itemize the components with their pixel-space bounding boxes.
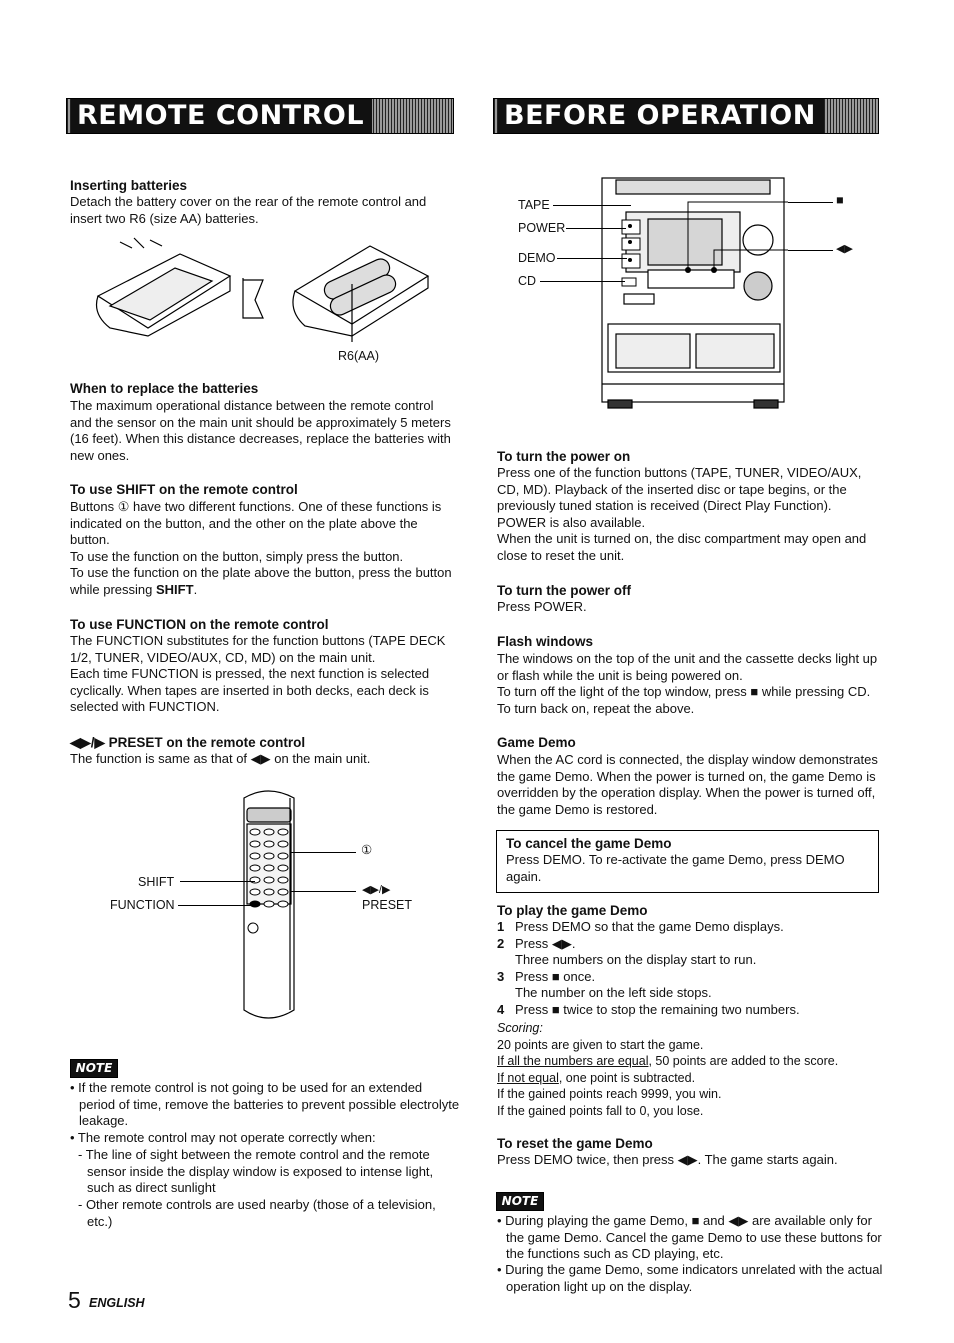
preset-label: PRESET bbox=[362, 898, 413, 912]
language-label: ENGLISH bbox=[89, 1296, 145, 1310]
scoring-line-4: If the gained points reach 9999, you win. bbox=[497, 1087, 722, 1102]
replace-batteries-body: The maximum operational distance between the remote control and the sensor on the main unit should be approximately 5 meters (16 feet). When this distance decreases, replace the batteries with new ones. bbox=[70, 398, 451, 463]
shift-p3: To use the function on the plate above the button, press the button while pressing SHIFT. bbox=[70, 565, 452, 597]
left-note-b1: • If the remote control is not going to be used for an extended period of time, remove the batteries to prevent possible electrolyte leakage. bbox=[70, 1080, 460, 1129]
step-4: 4 Press ■ twice to stop the remaining two numbers. bbox=[497, 1001, 800, 1017]
step-2-note: Three numbers on the display start to run. bbox=[515, 952, 757, 968]
step-3-note: The number on the left side stops. bbox=[515, 985, 712, 1001]
scoring-label: Scoring: bbox=[497, 1021, 543, 1035]
game-demo-body: When the AC cord is connected, the display window demonstrates the game Demo. When the power is turned on, the game Demo is overridden by the operation display. When the power is turned off, the game Demo is restored. bbox=[497, 752, 878, 817]
tape-label: TAPE bbox=[518, 198, 550, 212]
flash-body bbox=[497, 651, 880, 717]
circle1-leader bbox=[290, 852, 356, 853]
shift-p2: To use the function on the button, simply press the button. bbox=[70, 548, 404, 564]
scoring-line-1: 20 points are given to start the game. bbox=[497, 1037, 704, 1052]
cd-leader bbox=[540, 281, 625, 282]
left-note-d1: - The line of sight between the remote control and the remote sensor inside the display window is exposed to intense light, such as direct sunlight bbox=[78, 1147, 434, 1196]
before-operation-banner bbox=[493, 98, 879, 134]
inserting-batteries-title: Inserting batteries bbox=[70, 178, 188, 193]
flash-p1: The windows on the top of the unit and the cassette decks light up or flash while the unit is being powered on. bbox=[497, 651, 878, 683]
step-2: 2 Press ◀▶. bbox=[497, 935, 576, 951]
power-on-p2: When the unit is turned on, the disc compartment may open and close to reset the unit. bbox=[497, 531, 867, 563]
replace-batteries-title: When to replace the batteries bbox=[70, 381, 259, 396]
stop-leader bbox=[788, 202, 833, 203]
inserting-batteries-body: Detach the battery cover on the rear of the remote control and insert two R6 (size AA) batteries. bbox=[70, 194, 427, 226]
step-3: 3 Press ■ once. bbox=[497, 968, 596, 984]
battery-insertion-illustration bbox=[90, 236, 430, 344]
function-label: FUNCTION bbox=[110, 898, 175, 912]
shift-body bbox=[70, 499, 454, 599]
cd-label: CD bbox=[518, 274, 537, 288]
scoring-line-5: If the gained points fall to 0, you lose. bbox=[497, 1103, 704, 1118]
page-number: 5 bbox=[68, 1287, 81, 1313]
before-operation-heading: BEFORE OPERATION bbox=[498, 99, 824, 133]
reset-demo-title: To reset the game Demo bbox=[497, 1136, 653, 1151]
flash-title: Flash windows bbox=[497, 634, 594, 649]
right-note-b2: • During the game Demo, some indicators unrelated with the actual operation light up on the display. bbox=[497, 1262, 883, 1294]
scoring-block bbox=[497, 1020, 880, 1120]
power-leader bbox=[566, 228, 626, 229]
play-demo-steps bbox=[497, 919, 880, 1019]
function-p2: Each time FUNCTION is pressed, the next function is selected cyclically. When tapes are inserted in both decks, each deck is selected with FUNCTION. bbox=[70, 666, 430, 715]
circle1-label: ① bbox=[361, 843, 373, 857]
right-note-badge: NOTE bbox=[496, 1192, 544, 1211]
shift-title: To use SHIFT on the remote control bbox=[70, 482, 298, 497]
function-body bbox=[70, 633, 454, 716]
left-note-b2: • The remote control may not operate correctly when: bbox=[70, 1130, 376, 1145]
scoring-line-2: If all the numbers are equal, 50 points are added to the score. bbox=[497, 1054, 839, 1069]
main-unit-illustration bbox=[598, 174, 788, 412]
power-off-body: Press POWER. bbox=[497, 599, 587, 614]
reset-demo-body: Press DEMO twice, then press ◀▶. The game starts again. bbox=[497, 1152, 838, 1167]
preset-body: The function is same as that of ◀▶ on the main unit. bbox=[70, 751, 371, 766]
step-1: 1 Press DEMO so that the game Demo displays. bbox=[497, 919, 784, 934]
power-on-title: To turn the power on bbox=[497, 449, 631, 464]
function-p1: The FUNCTION substitutes for the function buttons (TAPE DECK 1/2, TUNER, VIDEO/AUX, CD, MD) on the main unit. bbox=[70, 633, 446, 665]
shift-label: SHIFT bbox=[138, 875, 175, 889]
shift-p1: Buttons ① have two different functions. One of these functions is indicated on the button, and the other on the plate above the button. bbox=[70, 499, 442, 548]
power-off-title: To turn the power off bbox=[497, 583, 631, 598]
remote-control-banner bbox=[66, 98, 454, 134]
flash-p2: To turn off the light of the top window, press ■ while pressing CD. To turn back on, repeat the above. bbox=[497, 684, 871, 716]
scoring-line-3: If not equal, one point is subtracted. bbox=[497, 1070, 696, 1085]
cancel-demo-title: To cancel the game Demo bbox=[506, 836, 672, 851]
remote-control-heading: REMOTE CONTROL bbox=[71, 99, 372, 133]
preset-title: ◀▶/▶ PRESET on the remote control bbox=[70, 735, 306, 750]
play-leader bbox=[788, 250, 833, 251]
left-note-badge: NOTE bbox=[70, 1059, 118, 1078]
power-on-p1: Press one of the function buttons (TAPE, TUNER, VIDEO/AUX, CD, MD). Playback of the inserted disc or tape begins, or the previously tuned station is received (Direct Play Function). POWER is also available. bbox=[497, 465, 862, 530]
function-title: To use FUNCTION on the remote control bbox=[70, 617, 329, 632]
play-demo-title: To play the game Demo bbox=[497, 903, 648, 918]
r6-aa-label: R6(AA) bbox=[338, 349, 379, 363]
tape-leader bbox=[553, 205, 631, 206]
play-symbol: ◀▶ bbox=[836, 243, 853, 255]
preset-leader bbox=[290, 891, 356, 892]
remote-control-illustration bbox=[238, 786, 300, 1022]
shift-leader bbox=[180, 881, 255, 882]
right-note-b1: • During playing the game Demo, ■ and ◀▶ are available only for the game Demo. Cancel the game Demo to use these buttons for the functions such as CD playing, etc. bbox=[497, 1213, 882, 1262]
demo-leader bbox=[557, 258, 627, 259]
game-demo-title: Game Demo bbox=[497, 735, 576, 750]
left-note-d2: - Other remote controls are used nearby (those of a television, etc.) bbox=[78, 1197, 436, 1229]
cancel-demo-body: Press DEMO. To re-activate the game Demo, press DEMO again. bbox=[506, 852, 845, 884]
preset-symbol-label: ◀▶/▶ bbox=[362, 884, 391, 896]
stop-symbol: ■ bbox=[836, 193, 844, 207]
demo-label: DEMO bbox=[518, 251, 556, 265]
function-leader bbox=[178, 905, 256, 906]
power-label: POWER bbox=[518, 221, 566, 235]
power-on-body bbox=[497, 465, 880, 565]
